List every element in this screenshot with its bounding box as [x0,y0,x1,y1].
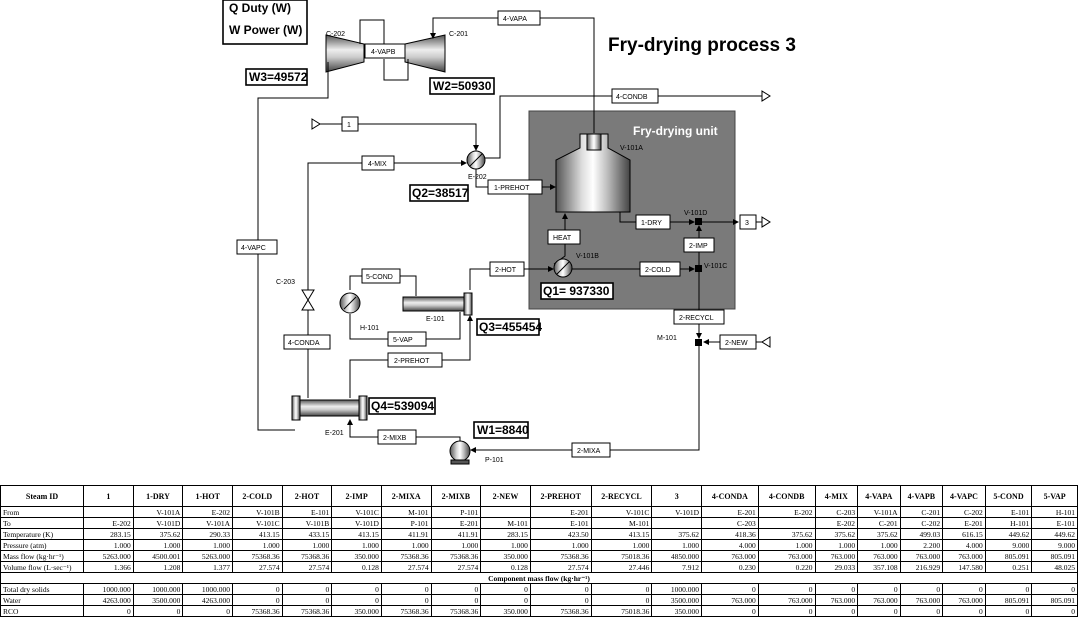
compressor-c201 [405,35,445,72]
table-cell: 0 [758,606,815,617]
splitter-v101c [695,265,702,272]
valve-c203 [302,290,314,310]
table-cell: 1.000 [84,540,134,551]
table-cell: 763.000 [858,595,901,606]
table-cell: 0 [858,606,901,617]
table-header-cell: 2-COLD [233,486,283,507]
table-cell: E-202 [183,507,233,518]
table-cell: 4850.000 [652,551,702,562]
stream-4-vapa: 4-VAPA [503,16,527,23]
value-w2: W2=50930 [433,79,492,93]
table-cell: 1.000 [133,540,183,551]
table-cell: 0 [702,584,759,595]
row-label: RCO [1,606,84,617]
stream-4-vapb: 4-VAPB [371,49,396,56]
table-cell: 0 [815,584,858,595]
table-cell: 48.025 [1032,562,1078,573]
table-cell: 0 [282,584,332,595]
table-row [1,518,1078,529]
table-cell: 805.091 [1032,551,1078,562]
table-header-cell: 1-DRY [133,486,183,507]
table-cell: 449.62 [985,529,1032,540]
pump-p101 [450,441,470,461]
table-cell: 2.200 [900,540,943,551]
table-section-row [1,573,1078,584]
value-w3: W3=49572 [249,70,308,84]
table-cell: V-101B [282,518,332,529]
stream-1-prehot: 1-PREHOT [494,185,530,192]
table-cell: 27.574 [233,562,283,573]
table-cell: 0 [943,606,986,617]
table-cell: 75368.36 [431,551,481,562]
table-cell: 4.000 [702,540,759,551]
table-cell: H-101 [1032,507,1078,518]
table-cell: 27.574 [431,562,481,573]
table-row [1,551,1078,562]
table-cell: C-202 [900,518,943,529]
table-cell: 763.000 [943,595,986,606]
table-cell: M-101 [591,518,652,529]
table-cell: 5263.000 [183,551,233,562]
table-cell: 763.000 [900,595,943,606]
table-cell: 75018.36 [591,551,652,562]
table-cell: 0 [943,584,986,595]
fry-drying-unit-label: Fry-drying unit [633,124,718,138]
heat-exchanger-e201 [297,400,361,416]
table-cell: 413.15 [332,529,382,540]
table-cell: 375.62 [758,529,815,540]
table-cell: 0 [985,584,1032,595]
table-cell: 75368.36 [233,606,283,617]
table-cell: 375.62 [133,529,183,540]
table-cell: P-101 [381,518,431,529]
table-cell: 27.574 [530,562,591,573]
stream-2-hot: 2-HOT [495,267,516,274]
table-header-cell: 5-VAP [1032,486,1078,507]
label-c203: C-203 [276,279,296,286]
table-cell: V-101C [591,507,652,518]
legend-duty: Q Duty (W) [229,1,291,15]
table-header-cell: 4-CONDA [702,486,759,507]
table-cell: C-202 [943,507,986,518]
table-header-cell: 3 [652,486,702,507]
table-cell: 433.15 [282,529,332,540]
table-cell: 1.000 [758,540,815,551]
table-cell: 449.62 [1032,529,1078,540]
table-cell: E-202 [758,507,815,518]
table-cell: 75368.36 [530,606,591,617]
table-cell: 27.446 [591,562,652,573]
table-cell: 75368.36 [282,606,332,617]
table-cell: E-101 [282,507,332,518]
table-cell: 1000.000 [133,584,183,595]
row-label: Mass flow (kg·hr⁻¹) [1,551,84,562]
table-cell: 0 [381,595,431,606]
row-label: From [1,507,84,518]
table-cell: 0.128 [332,562,382,573]
table-cell [652,518,702,529]
table-cell: 350.000 [652,606,702,617]
table-cell: 1.000 [530,540,591,551]
table-header-cell: 2-NEW [481,486,531,507]
table-cell: V-101D [652,507,702,518]
table-cell: 1.000 [183,540,233,551]
table-cell: 3500.000 [133,595,183,606]
table-cell: V-101A [183,518,233,529]
table-header-cell: 4-VAPC [943,486,986,507]
table-cell: E-201 [431,518,481,529]
table-cell: 0 [758,584,815,595]
table-cell: 357.108 [858,562,901,573]
table-cell: 1.000 [381,540,431,551]
table-cell: 616.15 [943,529,986,540]
table-cell [481,507,531,518]
table-cell: 0 [233,584,283,595]
table-cell: V-101B [233,507,283,518]
value-q3: Q3=455454 [479,320,543,334]
table-cell: 4500.001 [133,551,183,562]
table-cell: 0 [431,595,481,606]
table-cell: V-101C [332,507,382,518]
stream-2-cold: 2-COLD [645,267,671,274]
table-cell: 0 [858,584,901,595]
table-cell: 1.000 [815,540,858,551]
table-header-cell: 1-HOT [183,486,233,507]
legend-power: W Power (W) [229,23,303,37]
table-cell: 0 [530,584,591,595]
table-cell: 0 [702,606,759,617]
table-header-cell: 4-VAPA [858,486,901,507]
table-header-cell: 2-RECYCL [591,486,652,507]
table-cell: 763.000 [702,595,759,606]
table-cell: E-101 [1032,518,1078,529]
table-cell: 0 [381,584,431,595]
table-row [1,584,1078,595]
table-cell: 1.000 [858,540,901,551]
stream-2-recycl: 2-RECYCL [679,315,714,322]
table-cell: 9.000 [985,540,1032,551]
table-cell: 1.377 [183,562,233,573]
table-header-row [1,486,1078,507]
table-header-cell: 1 [84,486,134,507]
table-cell: 0 [481,595,531,606]
table-cell: 75368.36 [282,551,332,562]
table-cell: 763.000 [943,551,986,562]
table-cell: 75368.36 [530,551,591,562]
table-row [1,562,1078,573]
label-v101a: V-101A [620,145,643,152]
table-cell: M-101 [381,507,431,518]
table-cell: C-203 [815,507,858,518]
table-cell: 350.000 [332,606,382,617]
table-cell: E-202 [84,518,134,529]
table-cell: 0 [282,595,332,606]
table-cell: 375.62 [858,529,901,540]
value-w1: W1=8840 [477,423,529,437]
table-cell: E-201 [530,507,591,518]
table-cell: 0 [591,595,652,606]
table-row [1,540,1078,551]
table-cell: 1.000 [481,540,531,551]
table-cell: C-201 [900,507,943,518]
table-cell: 350.000 [481,551,531,562]
table-header-cell: 2-MIXA [381,486,431,507]
table-cell: 4.000 [943,540,986,551]
table-cell: 1.000 [652,540,702,551]
table-cell: 0.220 [758,562,815,573]
table-cell: 0 [233,595,283,606]
table-cell: 350.000 [481,606,531,617]
table-cell: 805.091 [985,551,1032,562]
table-header-stream-id: Steam ID [1,486,84,507]
table-cell: 1.000 [431,540,481,551]
table-cell: 0 [530,595,591,606]
table-cell: 75368.36 [381,606,431,617]
table-cell: 0 [1032,606,1078,617]
table-cell: 375.62 [815,529,858,540]
table-header-cell: 5-COND [985,486,1032,507]
table-cell: 413.15 [233,529,283,540]
table-row [1,595,1078,606]
table-cell: 805.091 [985,595,1032,606]
row-label: Temperature (K) [1,529,84,540]
table-row [1,529,1078,540]
table-cell: 0 [815,606,858,617]
table-cell: 0 [900,606,943,617]
table-cell: E-101 [530,518,591,529]
stream-heat: HEAT [553,235,572,242]
table-cell: 0 [332,595,382,606]
label-c202: C-202 [326,31,346,38]
table-row [1,507,1078,518]
table-cell: 75018.36 [591,606,652,617]
label-m101: M-101 [657,335,677,342]
label-p101: P-101 [485,457,504,464]
splitter-v101d [695,218,702,225]
table-cell: 0 [900,584,943,595]
stream-4-condb: 4-CONDB [616,94,648,101]
table-cell: V-101D [133,518,183,529]
stream-table [0,485,1078,617]
stream-4-vapc: 4-VAPC [241,245,266,252]
table-cell: V-101C [233,518,283,529]
table-cell: P-101 [431,507,481,518]
table-cell: E-202 [815,518,858,529]
table-cell: 4263.000 [84,595,134,606]
table-cell: 418.36 [702,529,759,540]
table-header-cell: 4-MIX [815,486,858,507]
table-cell: V-101A [858,507,901,518]
table-cell: V-101D [332,518,382,529]
table-cell: 3500.000 [652,595,702,606]
value-q4: Q4=539094 [371,399,435,413]
table-cell: 9.000 [1032,540,1078,551]
table-cell: 413.15 [591,529,652,540]
stream-2-mixa: 2-MIXA [577,448,601,455]
stream-2-imp: 2-IMP [689,243,708,250]
table-cell: 763.000 [858,551,901,562]
table-cell: H-101 [985,518,1032,529]
table-cell: 7.912 [652,562,702,573]
table-cell: 411.91 [431,529,481,540]
table-cell: 75368.36 [381,551,431,562]
table-cell: 27.574 [381,562,431,573]
table-cell: 4263.000 [183,595,233,606]
table-cell: 0 [591,584,652,595]
table-cell: 1000.000 [84,584,134,595]
stream-3: 3 [745,220,749,227]
table-cell [758,518,815,529]
table-cell: 0 [133,606,183,617]
label-v101d: V-101D [684,210,708,217]
stream-5-cond: 5-COND [366,274,393,281]
table-cell: E-201 [702,507,759,518]
label-e202: E-202 [468,174,487,181]
table-cell: 1.000 [282,540,332,551]
table-cell: 1.000 [233,540,283,551]
table-cell: M-101 [481,518,531,529]
row-label: Volume flow (L·sec⁻¹) [1,562,84,573]
table-cell: 763.000 [758,551,815,562]
label-h101: H-101 [360,325,380,332]
table-cell: 0 [985,606,1032,617]
heat-exchanger-e101 [403,297,465,311]
table-cell: 0 [332,584,382,595]
table-cell: 283.15 [481,529,531,540]
stream-4-mix: 4-MIX [368,161,387,168]
stream-2-new: 2-NEW [725,340,748,347]
table-cell: 283.15 [84,529,134,540]
table-cell: 0.230 [702,562,759,573]
table-cell: 1000.000 [652,584,702,595]
row-label: To [1,518,84,529]
table-cell: E-101 [985,507,1032,518]
label-v101c: V-101C [704,263,728,270]
stream-1-dry: 1-DRY [641,220,662,227]
stream-1: 1 [347,122,351,129]
compressor-c202 [326,35,364,72]
table-cell: 763.000 [758,595,815,606]
table-cell: 75368.36 [233,551,283,562]
table-cell: 0 [481,584,531,595]
table-cell: 29.033 [815,562,858,573]
table-cell: 290.33 [183,529,233,540]
table-header-cell: 2-IMP [332,486,382,507]
table-cell: 350.000 [332,551,382,562]
table-cell: V-101A [133,507,183,518]
table-cell: 763.000 [815,595,858,606]
table-cell [84,507,134,518]
label-v101b: V-101B [576,253,599,260]
table-cell: 216.929 [900,562,943,573]
table-header-cell: 2-PREHOT [530,486,591,507]
stream-2-mixb: 2-MIXB [383,435,407,442]
table-cell: 75368.36 [431,606,481,617]
stream-4-conda: 4-CONDA [288,340,320,347]
row-label: Pressure (atm) [1,540,84,551]
table-cell: 0.128 [481,562,531,573]
table-cell: 0 [1032,584,1078,595]
table-cell: 147.580 [943,562,986,573]
table-cell: 375.62 [652,529,702,540]
table-cell: 411.91 [381,529,431,540]
table-cell: C-201 [858,518,901,529]
table-cell: 27.574 [282,562,332,573]
table-cell: C-203 [702,518,759,529]
table-cell: 1.000 [332,540,382,551]
table-cell: 499.03 [900,529,943,540]
table-header-cell: 4-CONDB [758,486,815,507]
label-e101: E-101 [426,316,445,323]
value-q1: Q1= 937330 [543,284,610,298]
table-cell: 763.000 [702,551,759,562]
stream-5-vap: 5-VAP [393,337,413,344]
row-label: Total dry solids [1,584,84,595]
label-c201: C-201 [449,31,469,38]
table-cell: 5263.000 [84,551,134,562]
table-cell: 0 [84,606,134,617]
table-cell: 805.091 [1032,595,1078,606]
stream-2-prehot: 2-PREHOT [394,358,430,365]
value-q2: Q2=38517 [412,186,469,200]
table-cell: 0 [431,584,481,595]
table-cell: 763.000 [815,551,858,562]
table-cell: 763.000 [900,551,943,562]
row-label: Water [1,595,84,606]
table-cell: E-201 [943,518,986,529]
section-title: Component mass flow (kg·hr⁻¹) [1,573,1078,584]
table-cell: 1000.000 [183,584,233,595]
mixer-m101 [695,339,702,346]
diagram-title: Fry-drying process 3 [608,35,796,56]
table-cell: 0 [183,606,233,617]
table-row [1,606,1078,617]
table-cell: 1.000 [591,540,652,551]
label-e201: E-201 [325,430,344,437]
table-cell: 423.50 [530,529,591,540]
table-header-cell: 2-MIXB [431,486,481,507]
table-cell: 0.251 [985,562,1032,573]
table-header-cell: 4-VAPB [900,486,943,507]
table-cell: 1.208 [133,562,183,573]
table-header-cell: 2-HOT [282,486,332,507]
table-cell: 1.366 [84,562,134,573]
